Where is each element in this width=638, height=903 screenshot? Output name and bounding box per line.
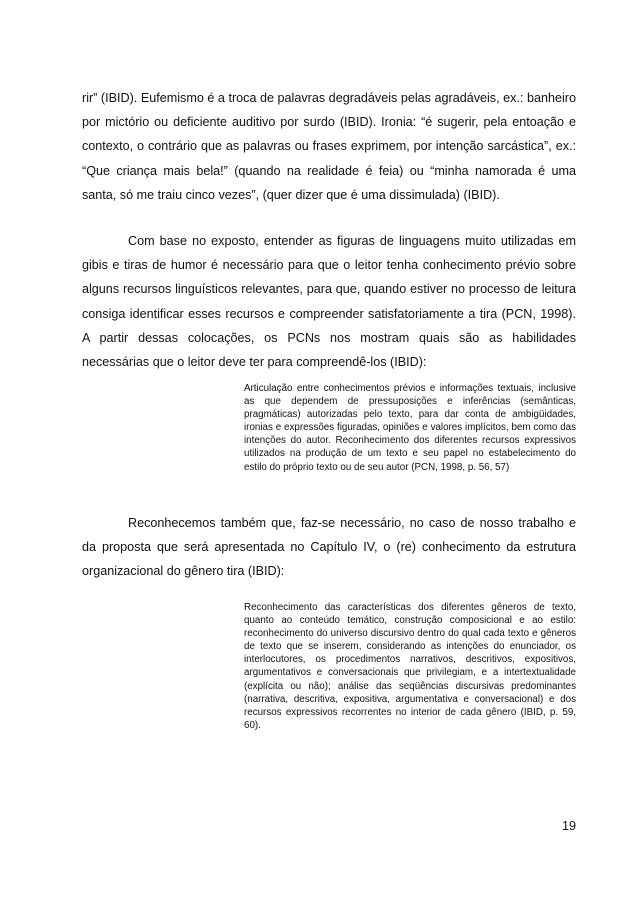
body-paragraph-pcn-skills: Com base no exposto, entender as figuras de linguagens muito utilizadas em gibis e tiras de humor é necessário para que o leitor tenha conhecimento prévio sobre alguns recursos linguísticos relevantes, para que, quando estiver no processo de leitura consiga identificar esses recursos e compreender satisfatoriamente a tira (PCN, 1998). A partir dessas colocações, os PCNs nos mostram quais são as habilidades necessárias que o leitor deve ter para compreendê-los (IBID): <box>82 234 576 370</box>
page-number: 19 <box>561 819 576 833</box>
body-paragraph-genre-structure: Reconhecemos também que, faz-se necessário, no caso de nosso trabalho e da proposta que será apresentada no Capítulo IV, o (re) conhecimento da estrutura organizacional do gênero tira (IBID): <box>82 516 576 579</box>
body-paragraph-figures-of-speech: rir” (IBID). Eufemismo é a troca de palavras degradáveis pelas agradáveis, ex.: banheiro por mictório ou deficiente auditivo por surdo (IBID). Ironia: “é sugerir, pela entoação e contexto, o contrário que as palavras ou frases exprimem, por intenção sarcástica”, ex.: “Que criança mais bela!” (quando na realidade é feia) ou “minha namorada é uma santa, só me traiu cinco vezes”, (quer dizer que é uma dissimulada) (IBID). <box>82 91 576 202</box>
block-quote-genre-characteristics: Reconhecimento das características dos diferentes gêneros de texto, quanto ao conteúdo temático, construção composicional e ao estilo: reconhecimento do universo discursivo dentro do qual cada texto e gêneros de texto que se inserem, considerando as intenções do enunciador, os interlocutores, os procedimentos narrativos, descritivos, expositivos, argumentativos e conversacionais que privilegiam, e a intertextualidade (explícita ou não); análise das seqüências discursivas predominantes (narrativa, descritiva, expositiva, argumentativa e conversacional) e dos recursos expressivos recorrentes no interior de cada gênero (IBID, p. 59, 60). <box>244 602 576 731</box>
block-quote-pcn-reading-skills: Articulação entre conhecimentos prévios e informações textuais, inclusive as que dependem de pressuposições e inferências (semânticas, pragmáticas) autorizadas pelo texto, para dar conta de ambigüidades, ironias e expressões figuradas, opiniões e valores implícitos, bem como das intenções do autor. Reconhecimento dos diferentes recursos expressivos utilizados na produção de um texto e seu papel no estabelecimento do estilo do próprio texto ou de seu autor (PCN, 1998, p. 56, 57) <box>244 383 576 473</box>
